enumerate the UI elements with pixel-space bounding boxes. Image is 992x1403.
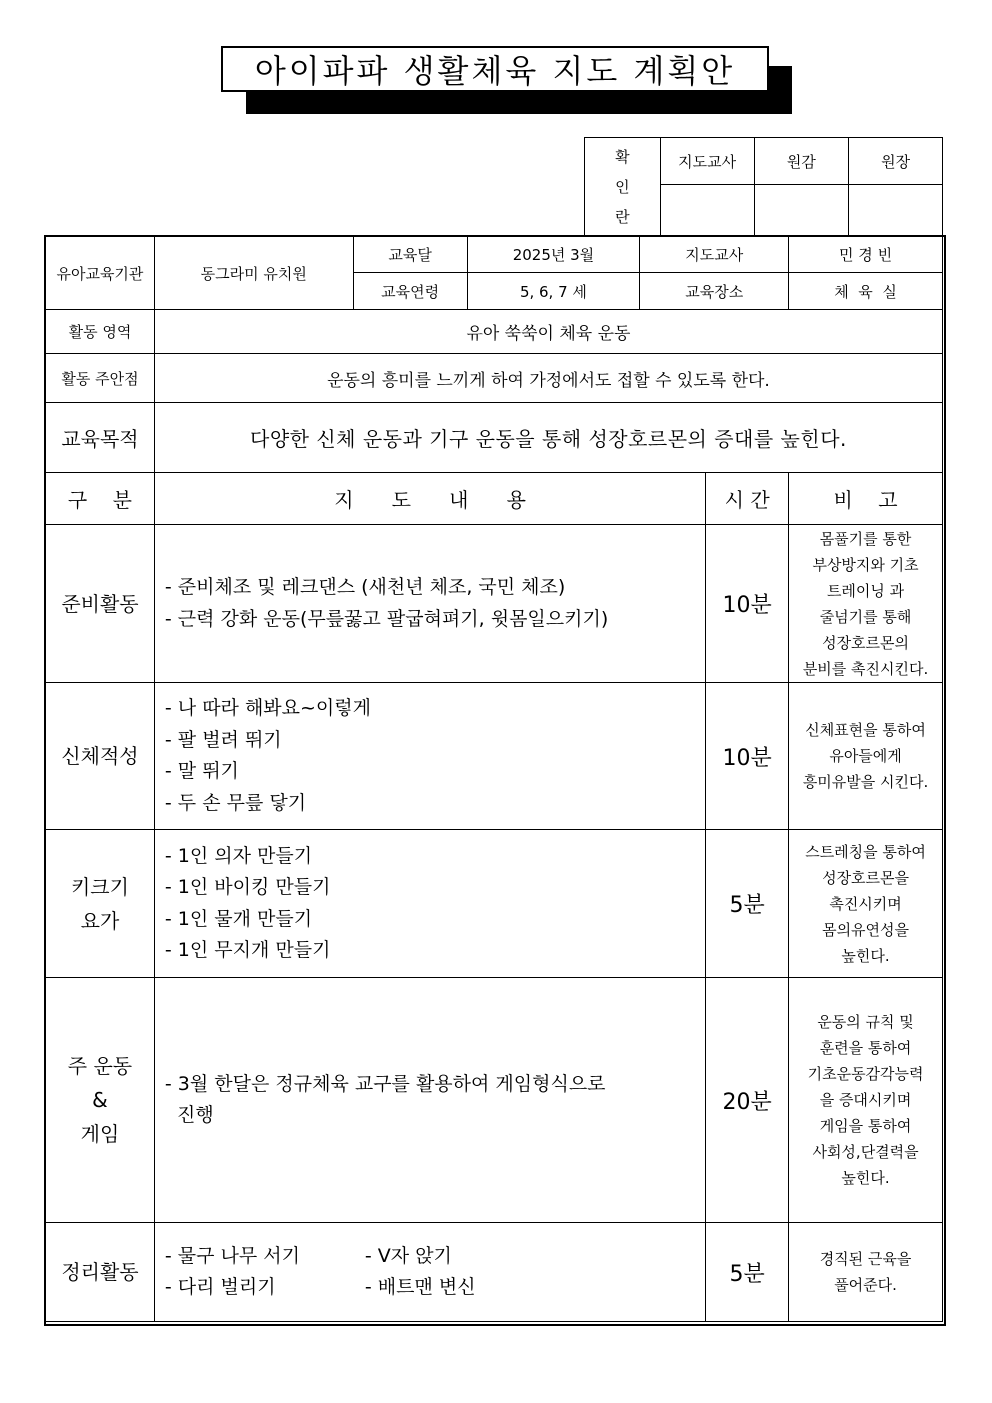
plan-table xyxy=(45,236,943,1322)
section-time: 10분 xyxy=(706,525,789,683)
institution-label: 유아교육기관 xyxy=(46,237,155,310)
approval-label: 확 인 란 xyxy=(585,138,661,237)
focus-value: 운동의 흥미를 느끼게 하여 가정에서도 접할 수 있도록 한다. xyxy=(154,354,942,403)
place-label: 교육장소 xyxy=(640,273,789,310)
goal-label: 교육목적 xyxy=(46,403,155,473)
table-row xyxy=(46,525,943,683)
approval-principal-sign[interactable] xyxy=(849,185,943,237)
focus-label: 활동 주안점 xyxy=(46,354,155,403)
age-value: 5, 6, 7 세 xyxy=(467,273,640,310)
section-time: 20분 xyxy=(706,978,789,1223)
approval-principal-header: 원장 xyxy=(849,138,943,185)
area-value: 유아 쑥쑥이 체육 운동 xyxy=(154,310,942,354)
section-time: 5분 xyxy=(706,830,789,978)
approval-vice-principal-header: 원감 xyxy=(754,138,849,185)
month-value: 2025년 3월 xyxy=(467,237,640,273)
teacher-label: 지도교사 xyxy=(640,237,789,273)
section-note: 몸풀기를 통한 부상방지와 기초 트레이닝 과 줄넘기를 통해 성장호르몬의 분비를 촉진시킨다. xyxy=(789,525,943,683)
section-time: 5분 xyxy=(706,1223,789,1322)
age-label: 교육연령 xyxy=(353,273,467,310)
approval-vice-principal-sign[interactable] xyxy=(754,185,849,237)
goal-value: 다양한 신체 운동과 기구 운동을 통해 성장호르몬의 증대를 높힌다. xyxy=(154,403,942,473)
section-content: - 3월 한달은 정규체육 교구를 활용하여 게임형식으로 진행 xyxy=(154,978,705,1223)
section-name: 키크기 요가 xyxy=(46,830,155,978)
teacher-value: 민 경 빈 xyxy=(789,237,943,273)
time-header: 시 간 xyxy=(706,473,789,525)
institution-value: 동그라미 유치원 xyxy=(154,237,353,310)
table-row xyxy=(46,1223,943,1322)
category-header: 구 분 xyxy=(46,473,155,525)
table-row xyxy=(46,683,943,830)
section-note: 운동의 규칙 및 훈련을 통하여 기초운동감각능력 을 증대시키며 게임을 통하여 사회성,단결력을 높힌다. xyxy=(789,978,943,1223)
table-row xyxy=(46,830,943,978)
section-name: 주 운동 & 게임 xyxy=(46,978,155,1223)
place-value: 체 육 실 xyxy=(789,273,943,310)
section-content: - 준비체조 및 레크댄스 (새천년 체조, 국민 체조) - 근력 강화 운동(무릎꿇고 팔굽혀펴기, 윗몸일으키기) xyxy=(154,525,705,683)
month-label: 교육달 xyxy=(353,237,467,273)
section-note: 신체표현을 통하여 유아들에게 흥미유발을 시킨다. xyxy=(789,683,943,830)
table-row xyxy=(46,978,943,1223)
approval-teacher-sign[interactable] xyxy=(660,185,754,237)
section-name: 준비활동 xyxy=(46,525,155,683)
section-note: 스트레칭을 통하여 성장호르몬을 촉진시키며 몸의유연성을 높힌다. xyxy=(789,830,943,978)
section-name: 신체적성 xyxy=(46,683,155,830)
section-name: 정리활동 xyxy=(46,1223,155,1322)
content-header: 지 도 내 용 xyxy=(154,473,705,525)
page-title: 아이파파 생활체육 지도 계획안 xyxy=(221,46,769,92)
section-content: - 나 따라 해봐요~이렇게 - 팔 벌려 뛰기 - 말 뛰기 - 두 손 무릎 닿기 xyxy=(154,683,705,830)
section-note: 경직된 근육을 풀어준다. xyxy=(789,1223,943,1322)
section-time: 10분 xyxy=(706,683,789,830)
section-content: - 1인 의자 만들기 - 1인 바이킹 만들기 - 1인 물개 만들기 - 1인 무지개 만들기 xyxy=(154,830,705,978)
area-label: 활동 영역 xyxy=(46,310,155,354)
approval-table xyxy=(584,137,943,237)
note-header: 비 고 xyxy=(789,473,943,525)
section-content: - 물구 나무 서기 - V자 앉기 - 다리 벌리기 - 배트맨 변신 xyxy=(154,1223,705,1322)
approval-teacher-header: 지도교사 xyxy=(660,138,754,185)
